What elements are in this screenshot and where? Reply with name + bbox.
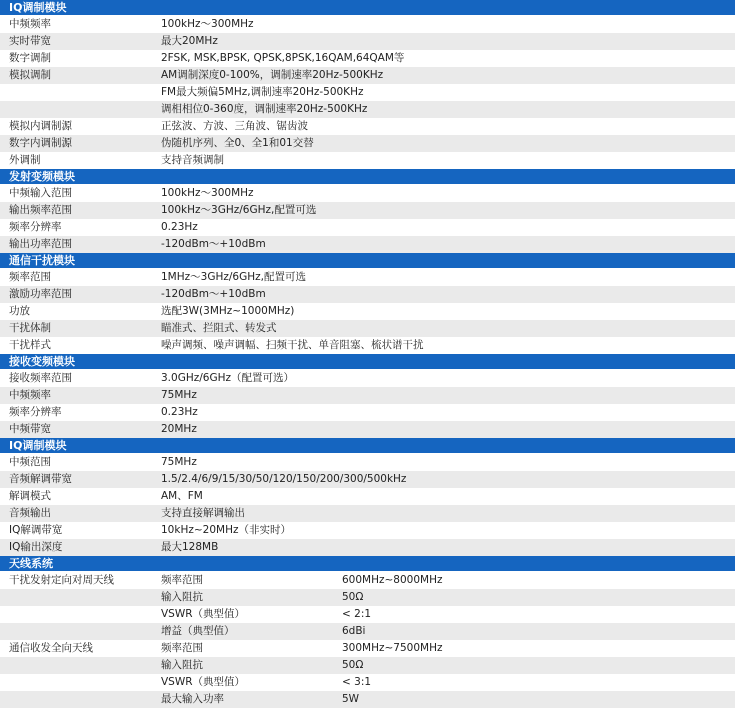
spec-row	[0, 202, 735, 219]
row-value: 0.23Hz	[161, 406, 198, 418]
spec-row	[0, 623, 735, 640]
row-label: IQ解调带宽	[9, 524, 63, 536]
row-value: 调相相位0-360度，调制速率20Hz-500KHz	[161, 103, 368, 115]
row-label: 中频范围	[9, 456, 51, 468]
spec-row	[0, 135, 735, 152]
section-header: IQ调制模块	[0, 438, 735, 454]
spec-row	[0, 505, 735, 522]
spec-row	[0, 16, 735, 33]
row-value: 瞄准式、拦阻式、转发式	[161, 322, 277, 334]
row-value: 5W	[342, 693, 360, 705]
row-param: VSWR（典型值）	[161, 676, 246, 688]
spec-row	[0, 269, 735, 286]
section-header: 通信干扰模块	[0, 253, 735, 269]
row-value: 100kHz～300MHz	[161, 187, 254, 199]
spec-row	[0, 236, 735, 253]
spec-row	[0, 640, 735, 657]
spec-row	[0, 691, 735, 708]
row-value: -120dBm～+10dBm	[161, 288, 266, 300]
spec-row	[0, 454, 735, 471]
spec-row	[0, 286, 735, 303]
row-param: 增益（典型值）	[161, 625, 235, 637]
row-param: 频率范围	[161, 642, 203, 654]
row-label: 中频输入范围	[9, 187, 72, 199]
spec-row	[0, 539, 735, 556]
row-value: 10kHz~20MHz（非实时）	[161, 524, 291, 536]
spec-row	[0, 589, 735, 606]
row-value: 伪随机序列、全0、全1和01交替	[161, 137, 314, 149]
row-value: 75MHz	[161, 456, 197, 468]
row-value: 选配3W(3MHz~1000MHz)	[161, 305, 295, 317]
row-label: 模拟内调制源	[9, 120, 72, 132]
row-value: 最大128MB	[161, 541, 219, 553]
spec-row	[0, 84, 735, 101]
row-label: 实时带宽	[9, 35, 51, 47]
spec-row	[0, 404, 735, 421]
row-value: AM调制深度0-100%，调制速率20Hz-500KHz	[161, 69, 384, 81]
row-label: 干扰体制	[9, 322, 51, 334]
spec-row	[0, 185, 735, 202]
row-label: 频率范围	[9, 271, 51, 283]
spec-row	[0, 50, 735, 67]
spec-row	[0, 471, 735, 488]
row-value: < 2:1	[342, 608, 372, 620]
spec-row	[0, 387, 735, 404]
spec-row	[0, 152, 735, 169]
row-param: 输入阻抗	[161, 591, 203, 603]
row-value: 100kHz～300MHz	[161, 18, 254, 30]
row-label: 功放	[9, 305, 30, 317]
section-header: IQ调制模块	[0, 0, 735, 16]
row-value: 50Ω	[342, 659, 364, 671]
spec-row	[0, 421, 735, 438]
row-value: 正弦波、方波、三角波、锯齿波	[161, 120, 308, 132]
row-label: 频率分辨率	[9, 221, 62, 233]
row-value: 300MHz~7500MHz	[342, 642, 443, 654]
section-header: 发射变频模块	[0, 169, 735, 185]
row-value: 600MHz~8000MHz	[342, 574, 443, 586]
spec-row	[0, 657, 735, 674]
spec-row	[0, 67, 735, 84]
row-label: 外调制	[9, 154, 41, 166]
spec-row	[0, 370, 735, 387]
row-param: VSWR（典型值）	[161, 608, 246, 620]
row-label: 音频输出	[9, 507, 51, 519]
spec-row	[0, 219, 735, 236]
row-value: 6dBi	[342, 625, 366, 637]
spec-row	[0, 337, 735, 354]
spec-row	[0, 303, 735, 320]
row-param: 最大输入功率	[161, 693, 224, 705]
row-value: 支持直接解调输出	[161, 507, 245, 519]
row-label: 激励功率范围	[9, 288, 72, 300]
row-value: 20MHz	[161, 423, 197, 435]
row-value: 最大20MHz	[161, 35, 218, 47]
row-label: 模拟调制	[9, 69, 51, 81]
row-label: 干扰发射定向对周天线	[9, 574, 114, 586]
section-header: 天线系统	[0, 556, 735, 572]
row-value: < 3:1	[342, 676, 372, 688]
row-value: AM、FM	[161, 490, 203, 502]
row-label: 接收频率范围	[9, 372, 72, 384]
row-label: 中频带宽	[9, 423, 51, 435]
spec-row	[0, 101, 735, 118]
row-value: 噪声调频、噪声调幅、扫频干扰、单音阻塞、梳状谱干扰	[161, 339, 424, 351]
row-value: 100kHz～3GHz/6GHz,配置可选	[161, 204, 317, 216]
row-label: 干扰样式	[9, 339, 51, 351]
row-label: 数字调制	[9, 52, 51, 64]
row-value: 0.23Hz	[161, 221, 198, 233]
spec-row	[0, 33, 735, 50]
row-label: 输出功率范围	[9, 238, 72, 250]
row-value: 50Ω	[342, 591, 364, 603]
row-value: FM最大频偏5MHz,调制速率20Hz-500KHz	[161, 86, 364, 98]
spec-row	[0, 320, 735, 337]
row-value: 1.5/2.4/6/9/15/30/50/120/150/200/300/500kHz	[161, 473, 407, 485]
spec-row	[0, 488, 735, 505]
row-value: -120dBm～+10dBm	[161, 238, 266, 250]
row-param: 输入阻抗	[161, 659, 203, 671]
spec-row	[0, 674, 735, 691]
row-label: 解调模式	[9, 490, 51, 502]
row-label: IQ输出深度	[9, 541, 63, 553]
spec-row	[0, 522, 735, 539]
section-header: 接收变频模块	[0, 354, 735, 370]
row-label: 数字内调制源	[9, 137, 72, 149]
row-label: 通信收发全向天线	[9, 642, 93, 654]
spec-row	[0, 606, 735, 623]
row-value: 3.0GHz/6GHz（配置可选）	[161, 372, 295, 384]
row-label: 中频频率	[9, 389, 51, 401]
row-label: 频率分辨率	[9, 406, 62, 418]
row-label: 音频解调带宽	[9, 473, 72, 485]
spec-row	[0, 118, 735, 135]
row-value: 75MHz	[161, 389, 197, 401]
row-label: 输出频率范围	[9, 204, 72, 216]
row-value: 支持音频调制	[161, 154, 224, 166]
row-value: 1MHz～3GHz/6GHz,配置可选	[161, 271, 306, 283]
row-param: 频率范围	[161, 574, 203, 586]
spec-row	[0, 572, 735, 589]
row-value: 2FSK, MSK,BPSK, QPSK,8PSK,16QAM,64QAM等	[161, 52, 405, 64]
row-label: 中频频率	[9, 18, 51, 30]
